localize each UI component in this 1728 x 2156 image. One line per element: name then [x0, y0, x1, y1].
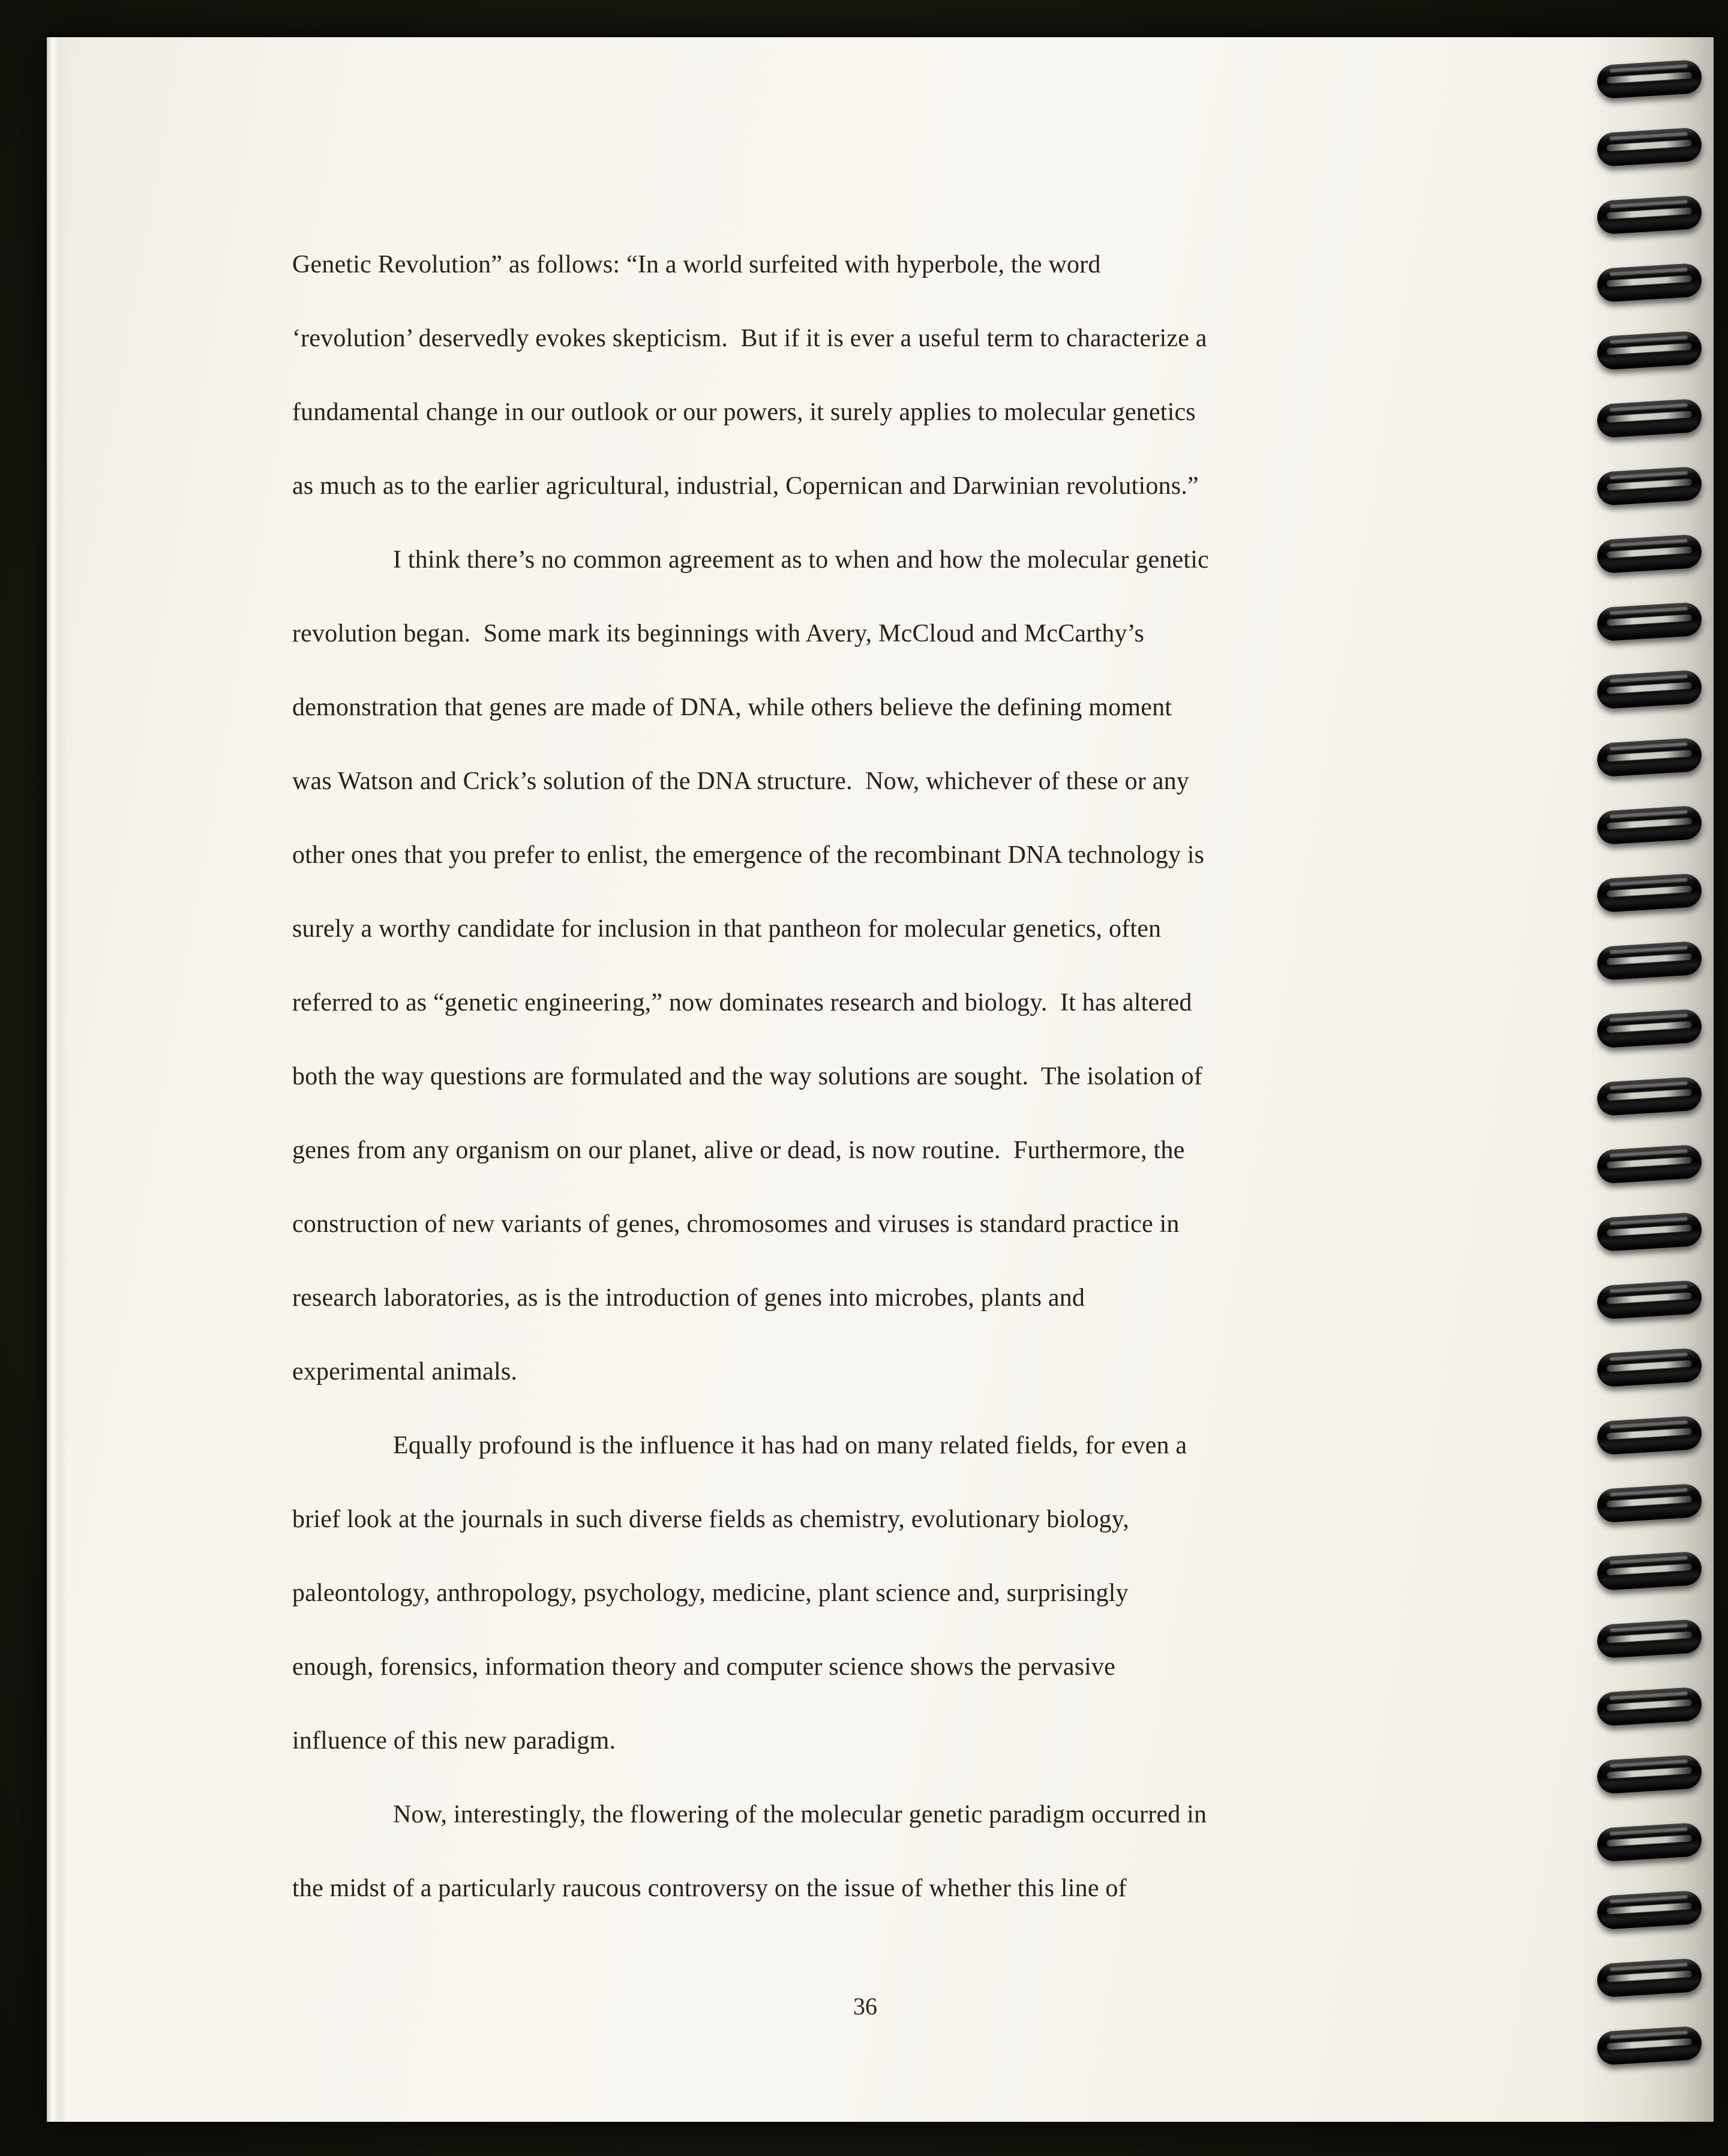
binding-coil: [1596, 737, 1702, 778]
binding-coil: [1596, 263, 1702, 303]
binding-coil: [1596, 1280, 1702, 1320]
binding-coil: [1596, 127, 1702, 167]
text-line: the midst of a particularly raucous controversy on the issue of whether this line of: [292, 1875, 1127, 1902]
text-line: ‘revolution’ deservedly evokes skepticism. But if it is ever a useful term to characterize a: [292, 325, 1207, 352]
text-line: construction of new variants of genes, chromosomes and viruses is standard practice in: [292, 1210, 1180, 1238]
text-line: genes from any organism on our planet, alive or dead, is now routine. Furthermore, the: [292, 1137, 1185, 1164]
binding-coil: [1596, 1619, 1702, 1659]
binding-coil: [1596, 1009, 1702, 1049]
text-line: I think there’s no common agreement as to when and how the molecular genetic: [393, 546, 1209, 574]
binding-coil: [1596, 1144, 1702, 1185]
binding-coil: [1596, 331, 1702, 371]
text-line: referred to as “genetic engineering,” now dominates research and biology. It has altered: [292, 989, 1192, 1016]
text-line: fundamental change in our outlook or our powers, it surely applies to molecular genetics: [292, 398, 1196, 426]
binding-coil: [1596, 1212, 1702, 1252]
text-line: revolution began. Some mark its beginnings with Avery, McCloud and McCarthy’s: [292, 620, 1145, 647]
text-block: [292, 228, 1438, 1926]
spiral-binding: [1597, 62, 1711, 2151]
text-line: brief look at the journals in such diverse fields as chemistry, evolutionary biology,: [292, 1506, 1129, 1533]
text-line: demonstration that genes are made of DNA, while others believe the defining moment: [292, 694, 1172, 721]
binding-coil: [1596, 1076, 1702, 1117]
binding-coil: [1596, 873, 1702, 913]
binding-coil: [1596, 1755, 1702, 1795]
text-line: was Watson and Crick’s solution of the DNA structure. Now, whichever of these or any: [292, 767, 1189, 795]
binding-coil: [1596, 1687, 1702, 1727]
binding-coil: [1596, 1890, 1702, 1930]
page-number: 36: [853, 1993, 877, 2020]
binding-coil: [1596, 1416, 1702, 1456]
page-stack-edge: [47, 37, 67, 2122]
binding-coil: [1596, 941, 1702, 981]
text-line: experimental animals.: [292, 1358, 518, 1386]
binding-coil: [1596, 1958, 1702, 1998]
text-line: surely a worthy candidate for inclusion in that pantheon for molecular genetics, often: [292, 915, 1162, 943]
text-line: research laboratories, as is the introduction of genes into microbes, plants and: [292, 1284, 1085, 1312]
binding-coil: [1596, 466, 1702, 506]
text-line: Now, interestingly, the flowering of the molecular genetic paradigm occurred in: [393, 1801, 1207, 1828]
binding-coil: [1596, 534, 1702, 574]
binding-coil: [1596, 1551, 1702, 1591]
binding-coil: [1596, 1483, 1702, 1524]
binding-coil: [1596, 1348, 1702, 1388]
binding-coil: [1596, 1822, 1702, 1863]
text-line: Equally profound is the influence it has had on many related fields, for even a: [393, 1432, 1187, 1459]
binding-coil: [1596, 195, 1702, 235]
text-line: enough, forensics, information theory and computer science shows the pervasive: [292, 1653, 1116, 1681]
binding-coil: [1596, 398, 1702, 439]
binding-coil: [1596, 59, 1702, 100]
text-line: other ones that you prefer to enlist, the emergence of the recombinant DNA technology is: [292, 841, 1205, 869]
text-line: as much as to the earlier agricultural, industrial, Copernican and Darwinian revolutions.”: [292, 472, 1199, 500]
text-line: influence of this new paradigm.: [292, 1727, 616, 1755]
binding-coil: [1596, 602, 1702, 642]
binding-coil: [1596, 2026, 1702, 2066]
text-line: both the way questions are formulated and the way solutions are sought. The isolation of: [292, 1063, 1203, 1090]
binding-coil: [1596, 670, 1702, 710]
document-page: [47, 37, 1714, 2122]
text-line: Genetic Revolution” as follows: “In a world surfeited with hyperbole, the word: [292, 251, 1101, 278]
binding-coil: [1596, 805, 1702, 845]
text-line: paleontology, anthropology, psychology, medicine, plant science and, surprisingly: [292, 1579, 1129, 1607]
